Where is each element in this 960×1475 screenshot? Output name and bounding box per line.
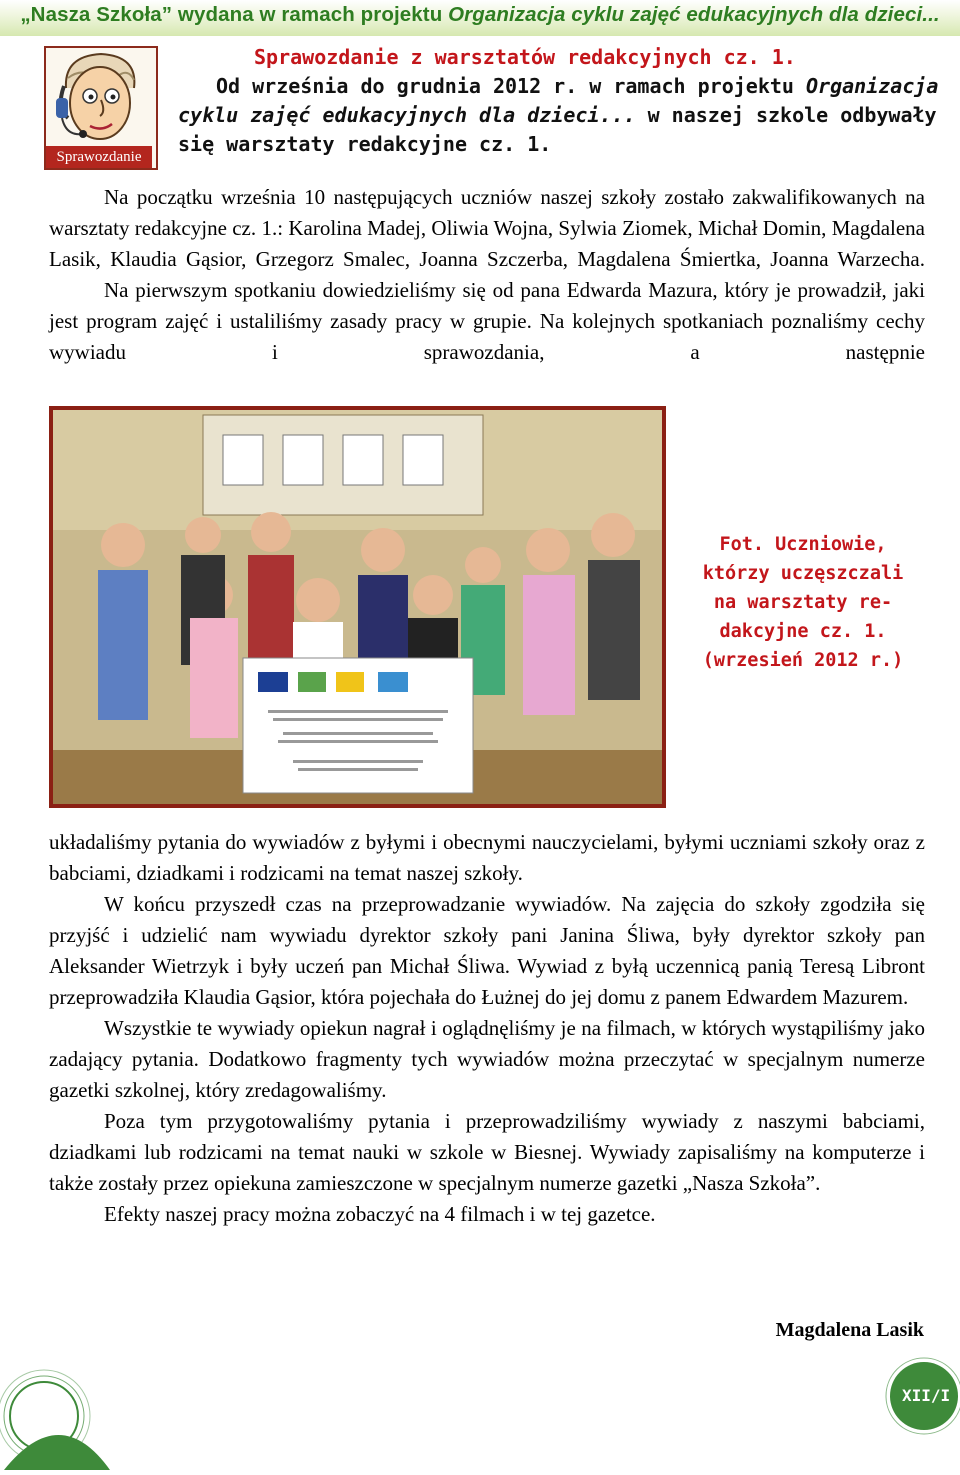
reporter-cartoon-icon — [46, 48, 152, 148]
intro-line-4: się warsztaty redakcyjne cz. 1. — [178, 132, 552, 156]
intro-line-3 — [178, 101, 938, 130]
paragraph-results: Efekty naszej pracy można zobaczyć na 4 filmach i w tej gazetce. — [104, 1202, 656, 1226]
caption-line: (wrzesień 2012 r.) — [702, 650, 904, 671]
body-bottom — [49, 827, 925, 1230]
paragraph-family-interviews: Poza tym przygotowaliśmy pytania i przeprowadziliśmy wywiady z naszymi babciami, dziadkami lub rodzicami na temat nauki w szkole w Biesnej. Wywiady zapisaliśmy na komputerze i także zostały przez opiekuna zamieszczone w specjalnym numerze gazetki „Nasza Szkoła”. — [49, 1109, 925, 1195]
intro-line-2 — [178, 72, 938, 101]
header-title — [0, 0, 960, 30]
paragraph-students: Na początku września 10 następujących uczniów naszej szkoły zostało zakwalifikowanych na warsztaty redakcyjne cz. 1.: Karolina Madej, Oliwia Wojna, Sylwia Ziomek, Michał Domin, Magdalena Lasik, Klaudia Gąsior, Grzegorz Smalec, Joanna Szczerba, Magdalena Śmiertka, Joanna Warzecha. — [49, 185, 925, 271]
intro-line-2-text: Od września do grudnia 2012 r. w ramach projektu — [216, 74, 807, 98]
page-header — [0, 0, 960, 36]
header-prefix: „Nasza Szkoła” wydana w ramach projektu — [20, 3, 449, 26]
paragraph-recordings: Wszystkie te wywiady opiekun nagrał i oglądnęliśmy je na filmach, w których wystąpiliśmy jako zadający pytania. Dodatkowo fragmenty tych wywiadów można przeczytać w specjalnym numerze gazetki szkolnej, który zredagowaliśmy. — [49, 1016, 925, 1102]
group-photo — [49, 406, 666, 808]
page-number-badge — [0, 1360, 110, 1470]
paragraph-interviews: W końcu przyszedł czas na przeprowadzanie wywiadów. Na zajęcia do szkoły zgodziła się przyjść i udzielić nam wywiadu dyrektor szkoły pani Janina Śliwa, były dyrektor szkoły pan Aleksander Wietrzyk i były uczeń pan Michał Śliwa. Wywiad z byłą uczennicą panią Teresą Libront przeprowadziła Klaudia Gąsior, która pojechała do Łużnej do jej domu z panem Edwardem Mazurem. — [49, 892, 925, 1009]
issue-badge — [880, 1356, 960, 1436]
caption-line: którzy uczęszczali — [702, 563, 904, 584]
body-top — [49, 182, 925, 368]
report-logo — [44, 46, 158, 170]
intro-line-2-italic: Organizacja — [806, 74, 939, 98]
logo-label: Sprawozdanie — [46, 146, 152, 168]
header-project-name: Organizacja cyklu zajęć edukacyjnych dla dzieci... — [448, 3, 940, 26]
students-group-photo-image — [53, 410, 662, 804]
issue-number: XII/I — [902, 1386, 951, 1405]
page-number: s.3 — [42, 1416, 75, 1437]
paragraph-first-meeting: Na pierwszym spotkaniu dowiedzieliśmy się od pana Edwarda Mazura, który je prowadził, jaki jest program zajęć i ustaliliśmy zasady pracy w grupie. Na kolejnych spotkaniach poznaliśmy cechy wywiadu i sprawozdania, a następnie — [49, 278, 925, 364]
caption-line: na warsztaty re- — [713, 592, 893, 613]
author-signature: Magdalena Lasik — [775, 1319, 924, 1341]
intro-line-3-italic: cyklu zajęć edukacyjnych dla dzieci... — [178, 103, 636, 127]
article-title: Sprawozdanie z warsztatów redakcyjnych cz. 1. — [254, 45, 796, 69]
paragraph-questions: układaliśmy pytania do wywiadów z byłymi i obecnymi nauczycielami, byłymi uczniami szkoły oraz z babciami, dziadkami i rodzicami na temat naszej szkoły. — [49, 830, 925, 885]
intro-line-3-text: w naszej szkole odbywały — [635, 103, 937, 127]
caption-line: dakcyjne cz. 1. — [719, 621, 887, 642]
photo-caption — [688, 530, 918, 675]
caption-line: Fot. Uczniowie, — [719, 534, 887, 555]
intro-block — [178, 43, 938, 159]
page-corner-graphic — [0, 1360, 110, 1470]
